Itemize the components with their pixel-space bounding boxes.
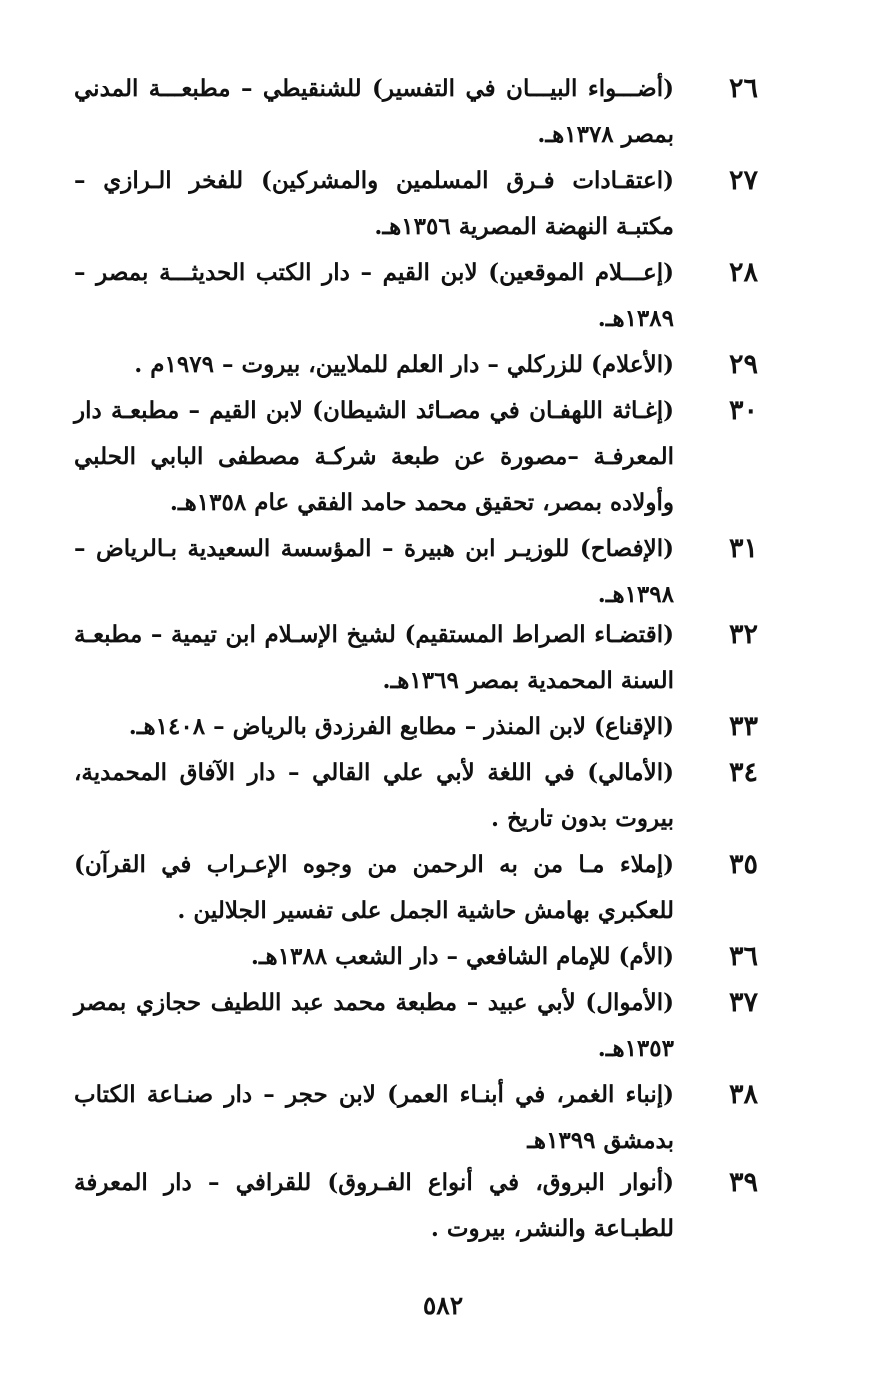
entry-number: ٣٠ — [728, 395, 758, 426]
entry-text: (الأم) للإمام الشافعي – دار الشعب ١٣٨٨هـ. — [250, 943, 674, 970]
entry-text: (إغـاثة اللهفـان في مصـائد الشيطان) لابن القيم – مطبعـة دار المعرفـة –مصورة عن طبعة شركـة مصطفى البابي الحلبي وأولاده بمصر، تحقيق محمد حامد الفقي عام ١٣٥٨هـ. — [74, 397, 674, 516]
entry-number: ٣٢ — [728, 619, 758, 650]
entry-text: (إعـــلام الموقعين) لابن القيم – دار الكتب الحديثـــة بمصر – ١٣٨٩هـ. — [74, 259, 674, 332]
entry-number: ٣٥ — [728, 849, 758, 880]
entry-number: ٣٣ — [728, 711, 758, 742]
entry-text: (إملاء مـا من به الرحمن من وجوه الإعـراب في القرآن) للعكبري بهامش حاشية الجمل على تفسير الجلالين . — [74, 851, 674, 924]
entry-text: (الأمالي) في اللغة لأبي علي القالي – دار الآفاق المحمدية، بيروت بدون تاريخ . — [74, 759, 674, 832]
entry-number: ٣٤ — [728, 757, 758, 788]
entry-text: (الإفصاح) للوزيـر ابن هبيرة – المؤسسة السعيدية بـالرياض – ١٣٩٨هـ. — [74, 535, 674, 608]
entry-text: (الإقناع) لابن المنذر – مطابع الفرزدق بالرياض – ١٤٠٨هـ. — [128, 713, 674, 740]
entry-number: ٣٨ — [728, 1079, 758, 1110]
entry-number: ٢٦ — [728, 73, 758, 104]
entry-text: (إنباء الغمر، في أبنـاء العمر) لابن حجر – دار صنـاعة الكتاب بدمشق ١٣٩٩هـ — [74, 1081, 674, 1154]
entry-text: (أضـــواء البيـــان في التفسير) للشنقيطي – مطبعـــة المدني بمصر ١٣٧٨هـ. — [74, 75, 674, 148]
entry-text: (الأموال) لأبي عبيد – مطبعة محمد عبد اللطيف حجازي بمصر ١٣٥٣هـ. — [74, 989, 674, 1062]
entry-text: (اعتقـادات فـرق المسلمين والمشركين) للفخر الـرازي – مكتبـة النهضة المصرية ١٣٥٦هـ. — [74, 167, 674, 240]
entry-number: ٢٨ — [728, 257, 758, 288]
entry-number: ٣٧ — [728, 987, 758, 1018]
entry-text: (الأعلام) للزركلي – دار العلم للملايين، بيروت – ١٩٧٩م . — [134, 351, 674, 378]
entry-number: ٣٦ — [728, 941, 758, 972]
entry-text: (اقتضـاء الصراط المستقيم) لشيخ الإسـلام ابن تيمية – مطبعـة السنة المحمدية بمصر ١٣٦٩هـ. — [74, 621, 674, 694]
entry-number: ٣٩ — [728, 1167, 758, 1198]
page-number: ٥٨٢ — [422, 1291, 464, 1320]
entry-number: ٣١ — [728, 533, 758, 564]
entry-number: ٢٧ — [728, 165, 758, 196]
entry-number: ٢٩ — [728, 349, 758, 380]
entry-text: (أنوار البروق، في أنواع الفـروق) للقرافي – دار المعرفة للطبـاعة والنشر، بيروت . — [74, 1169, 674, 1242]
